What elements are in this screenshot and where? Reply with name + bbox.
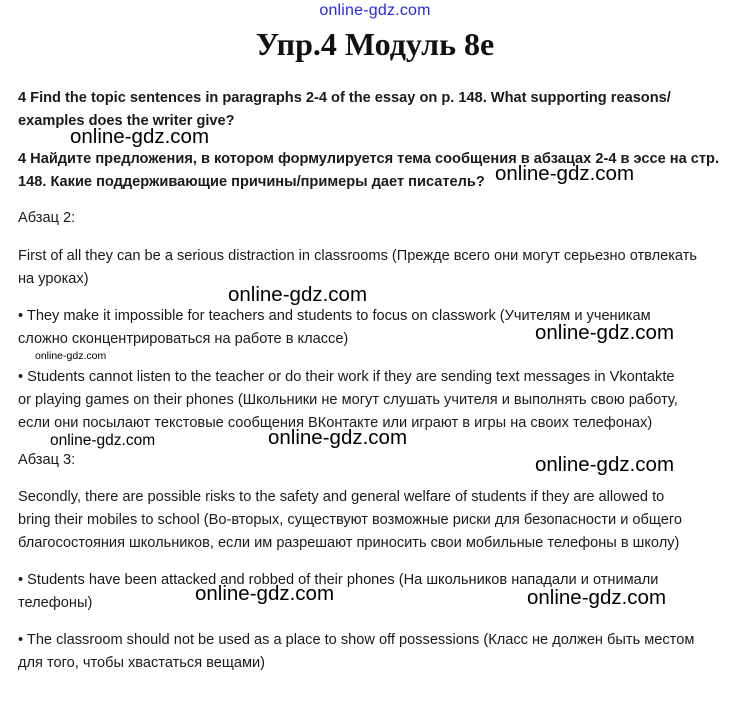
page-title: Упр.4 Модуль 8e bbox=[255, 26, 495, 62]
paragraph2-point2-line3: если они посылают текстовые сообщения ВКонтакте или играют в игры на своих телефонах) bbox=[18, 415, 653, 431]
watermark: online-gdz.com bbox=[228, 283, 368, 306]
watermark: online-gdz.com bbox=[50, 432, 156, 449]
paragraph3-point1-line1: • Students have been attacked and robbed of their phones (На школьников нападали и отнимали bbox=[18, 572, 659, 588]
task-ru-line1: 4 Найдите предложения, в котором формулируется тема сообщения в абзацах 2-4 в эссе на стр. bbox=[18, 151, 720, 167]
paragraph3-point2-line1: • The classroom should not be used as a place to show off possessions (Класс не должен быть местом bbox=[18, 632, 695, 648]
task-en-line1: 4 Find the topic sentences in paragraphs 2-4 of the essay on p. 148. What supporting reasons/ bbox=[18, 90, 671, 106]
paragraph2-point1-line1: • They make it impossible for teachers and students to focus on classwork (Учителям и ученикам bbox=[18, 308, 651, 324]
watermark: online-gdz.com bbox=[195, 582, 335, 605]
paragraph3-heading: Абзац 3: bbox=[18, 452, 76, 468]
paragraph2-point2-line1: • Students cannot listen to the teacher or do their work if they are sending text messages in Vkontakte bbox=[18, 369, 675, 385]
task-en-line2: examples does the writer give? bbox=[18, 113, 235, 129]
watermark: online-gdz.com bbox=[495, 162, 635, 185]
paragraph2-heading: Абзац 2: bbox=[18, 210, 76, 226]
paragraph2-topic-line2: на уроках) bbox=[18, 271, 89, 287]
paragraph3-topic-line1: Secondly, there are possible risks to the safety and general welfare of students if they are allowed to bbox=[18, 489, 665, 505]
watermark: online-gdz.com bbox=[535, 321, 675, 344]
watermark: online-gdz.com bbox=[268, 426, 408, 449]
paragraph3-topic-line2: bring their mobiles to school (Во-вторых, существуют возможные риски для безопасности и общего bbox=[18, 512, 682, 528]
paragraph3-point1-line2: телефоны) bbox=[18, 595, 93, 611]
watermark: online-gdz.com bbox=[527, 586, 667, 609]
watermark: online-gdz.com bbox=[535, 453, 675, 476]
watermark: online-gdz.com bbox=[70, 125, 210, 148]
paragraph2-point2-line2: or playing games on their phones (Школьники не могут слушать учителя и выполнять свою работу, bbox=[18, 392, 678, 408]
paragraph3-topic-line3: благосостояния школьников, если им разрешают приносить свои мобильные телефоны в школу) bbox=[18, 535, 680, 551]
paragraph2-point1-line2: сложно сконцентрироваться на работе в классе) bbox=[18, 331, 349, 347]
paragraph2-topic-line1: First of all they can be a serious distraction in classrooms (Прежде всего они могут серьезно отвлекать bbox=[18, 248, 698, 264]
paragraph3-point2-line2: для того, чтобы хвастаться вещами) bbox=[18, 655, 266, 671]
task-ru-line2: 148. Какие поддерживающие причины/примеры дает писатель? bbox=[18, 174, 485, 190]
watermark-small: online-gdz.com bbox=[35, 350, 107, 362]
top-watermark: online-gdz.com bbox=[319, 2, 431, 19]
